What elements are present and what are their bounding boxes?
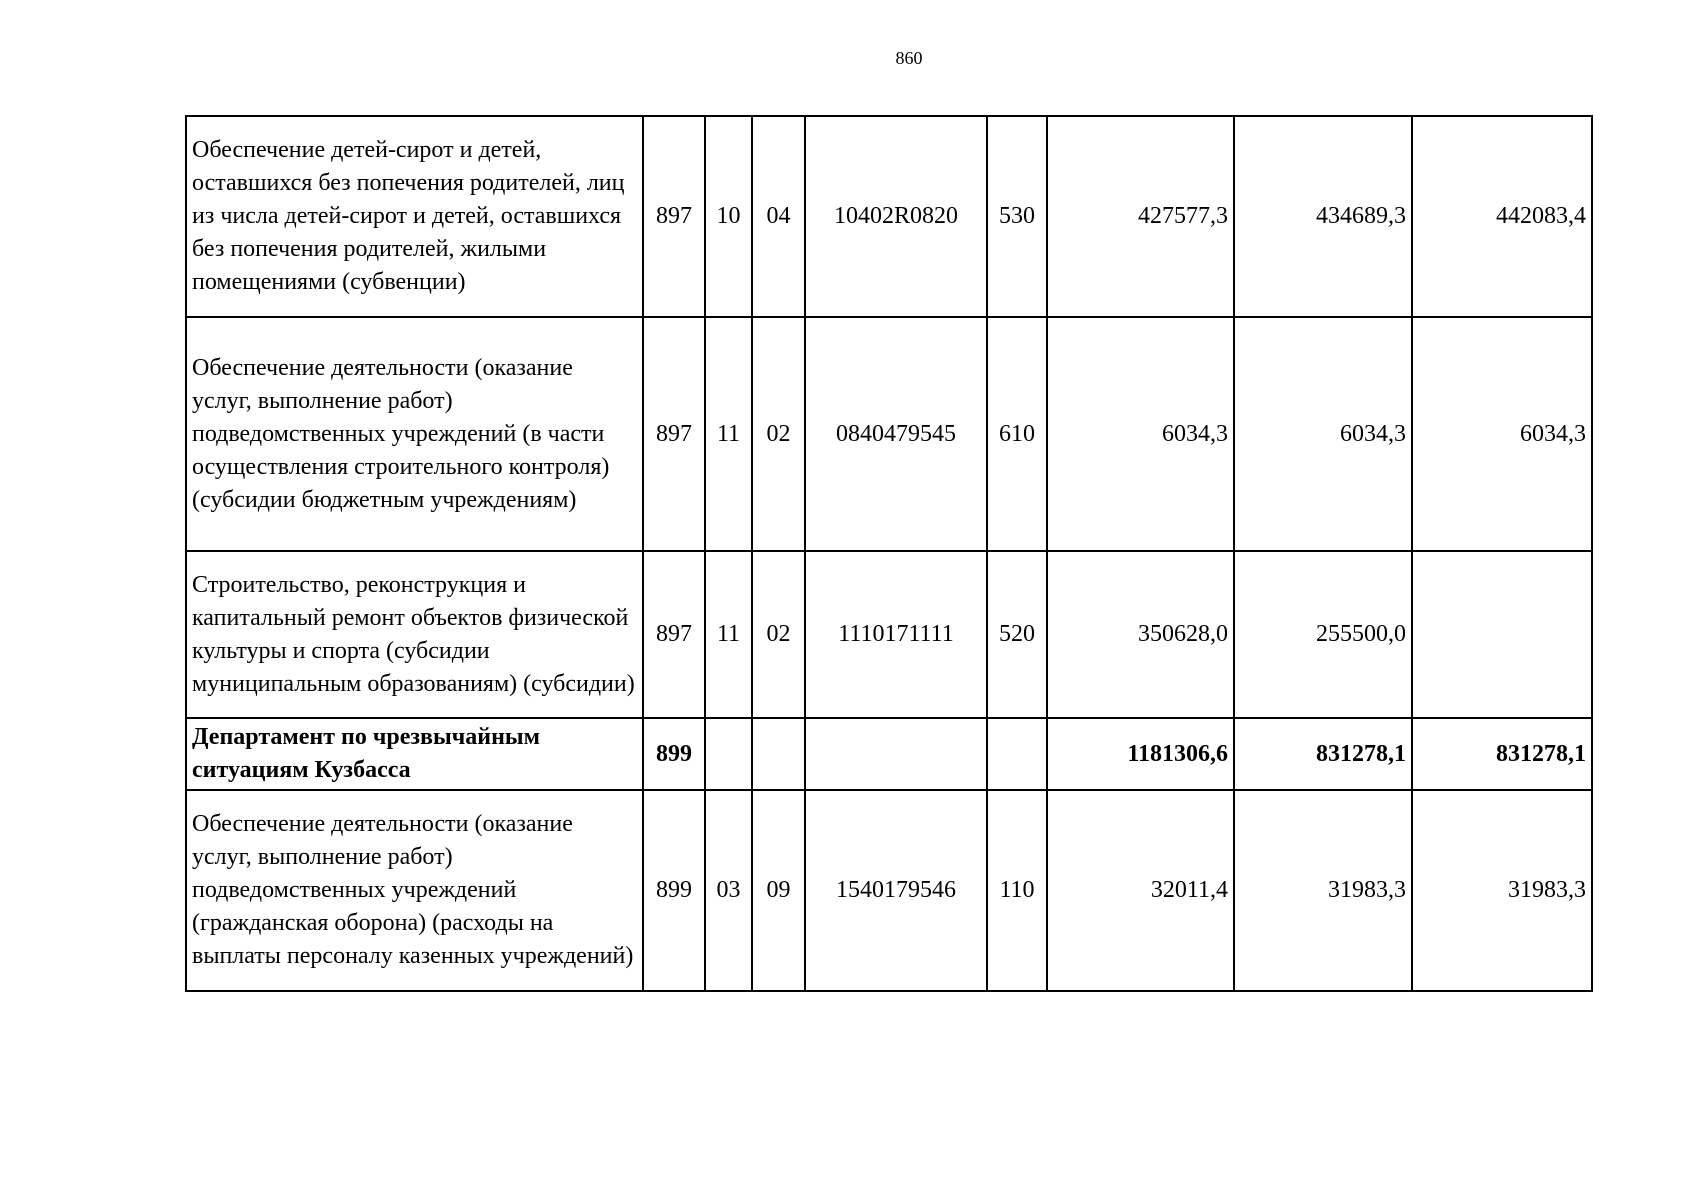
- cell-rz: 11: [705, 551, 752, 718]
- cell-year1: 32011,4: [1047, 790, 1234, 991]
- cell-year3: 831278,1: [1412, 718, 1592, 790]
- cell-name: Обеспечение детей-сирот и детей, оставшихся без попечения родителей, лиц из числа детей-сирот и детей, оставшихся без попечения родителей, жилыми помещениями (субвенции): [186, 116, 643, 317]
- cell-ved: 897: [643, 317, 705, 551]
- cell-pr: 02: [752, 317, 805, 551]
- cell-year3: 31983,3: [1412, 790, 1592, 991]
- cell-ved: 899: [643, 790, 705, 991]
- cell-year3: 6034,3: [1412, 317, 1592, 551]
- cell-name: Обеспечение деятельности (оказание услуг, выполнение работ) подведомственных учреждений (в части осуществления строительного контроля) (субсидии бюджетным учреждениям): [186, 317, 643, 551]
- table-row: [186, 790, 1592, 991]
- cell-rz: 11: [705, 317, 752, 551]
- cell-csr: 1540179546: [805, 790, 987, 991]
- cell-pr: [752, 718, 805, 790]
- cell-vr: 110: [987, 790, 1047, 991]
- cell-rz: 10: [705, 116, 752, 317]
- table-row: [186, 317, 1592, 551]
- cell-pr: 09: [752, 790, 805, 991]
- cell-ved: 899: [643, 718, 705, 790]
- table-row: [186, 551, 1592, 718]
- cell-year3: 442083,4: [1412, 116, 1592, 317]
- cell-vr: [987, 718, 1047, 790]
- cell-year2: 6034,3: [1234, 317, 1412, 551]
- cell-csr: 1110171111: [805, 551, 987, 718]
- cell-csr: 0840479545: [805, 317, 987, 551]
- cell-year1: 350628,0: [1047, 551, 1234, 718]
- cell-year2: 831278,1: [1234, 718, 1412, 790]
- cell-year1: 427577,3: [1047, 116, 1234, 317]
- cell-rz: 03: [705, 790, 752, 991]
- cell-vr: 520: [987, 551, 1047, 718]
- cell-pr: 02: [752, 551, 805, 718]
- cell-csr: [805, 718, 987, 790]
- cell-year1: 6034,3: [1047, 317, 1234, 551]
- cell-vr: 610: [987, 317, 1047, 551]
- cell-pr: 04: [752, 116, 805, 317]
- table-row: [186, 116, 1592, 317]
- table-row-department: [186, 718, 1592, 790]
- cell-year2: 434689,3: [1234, 116, 1412, 317]
- page-number: 860: [895, 48, 923, 68]
- cell-year2: 255500,0: [1234, 551, 1412, 718]
- cell-year2: 31983,3: [1234, 790, 1412, 991]
- cell-csr: 10402R0820: [805, 116, 987, 317]
- cell-year3: [1412, 551, 1592, 718]
- budget-table: [185, 115, 1593, 992]
- cell-vr: 530: [987, 116, 1047, 317]
- cell-rz: [705, 718, 752, 790]
- cell-name: Обеспечение деятельности (оказание услуг, выполнение работ) подведомственных учреждений (гражданская оборона) (расходы на выплаты персоналу казенных учреждений): [186, 790, 643, 991]
- cell-name: Департамент по чрезвычайным ситуациям Кузбасса: [186, 718, 643, 790]
- cell-name: Строительство, реконструкция и капитальный ремонт объектов физической культуры и спорта (субсидии муниципальным образованиям) (субсидии): [186, 551, 643, 718]
- cell-ved: 897: [643, 116, 705, 317]
- cell-year1: 1181306,6: [1047, 718, 1234, 790]
- cell-ved: 897: [643, 551, 705, 718]
